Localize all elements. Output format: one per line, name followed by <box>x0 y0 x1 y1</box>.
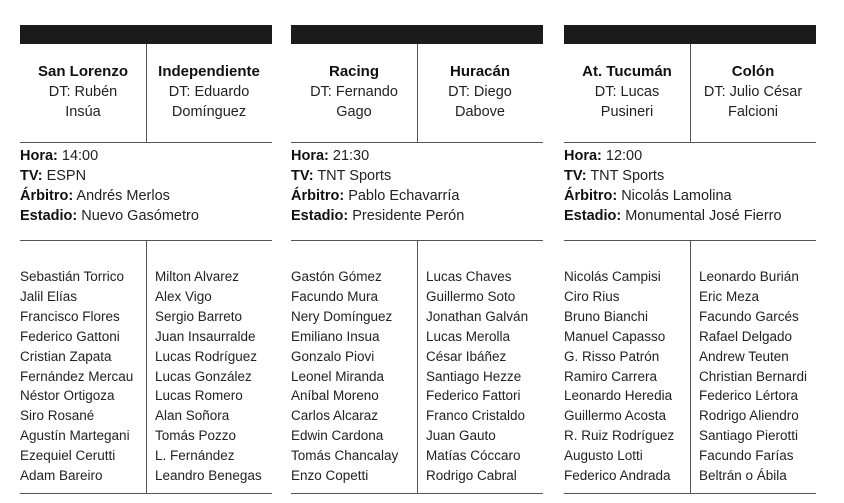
coach-line: Falcioni <box>728 104 778 120</box>
player-name: Milton Alvarez <box>155 269 240 284</box>
info-value: 14:00 <box>57 148 99 164</box>
player-name: Juan Gauto <box>426 428 496 444</box>
info-label: Árbitro: <box>291 188 345 204</box>
player-name: Néstor Ortigoza <box>20 388 115 404</box>
coach-line: DT: Rubén <box>48 84 118 100</box>
team-away <box>146 44 272 142</box>
teams-header <box>20 44 272 143</box>
player-name: Alan Soñora <box>155 408 230 424</box>
player-name: Tomás Chancalay <box>291 448 399 464</box>
info-row <box>564 146 816 166</box>
player-name: Federico Fattori <box>426 388 521 404</box>
player-name: Facundo Garcés <box>699 308 799 324</box>
info-value: Andrés Merlos <box>73 188 170 204</box>
column-divider <box>146 241 147 493</box>
match-card <box>20 25 272 494</box>
info-value: Nuevo Gasómetro <box>77 208 199 224</box>
player-name: Rafael Delgado <box>699 328 793 344</box>
info-row <box>20 146 272 166</box>
match-card <box>564 25 816 494</box>
info-value: 12:00 <box>601 148 643 164</box>
lineup-left <box>291 241 417 493</box>
lineups <box>20 241 272 494</box>
lineup-right <box>146 241 272 493</box>
coach-line: Dabove <box>455 104 505 120</box>
player-name: Nicolás Campisi <box>564 269 661 284</box>
player-name: Lucas Chaves <box>426 269 512 284</box>
player-name: Leonardo Heredia <box>564 388 673 404</box>
info-row <box>291 166 543 186</box>
player-name: Nery Domínguez <box>291 308 393 324</box>
info-label: Árbitro: <box>20 188 74 204</box>
player-name: Santiago Hezze <box>426 368 522 384</box>
coach-line: Domínguez <box>171 104 247 120</box>
info-row <box>20 166 272 186</box>
coach-line: DT: Eduardo <box>168 84 250 100</box>
team-home <box>20 44 146 142</box>
info-value: Nicolás Lamolina <box>617 188 732 204</box>
player-name: Facundo Mura <box>291 288 379 304</box>
coach-line: DT: Diego <box>448 84 512 100</box>
info-row <box>291 206 543 226</box>
column-divider <box>690 241 691 493</box>
player-name: Cristian Zapata <box>20 348 112 364</box>
header-bar <box>20 25 272 44</box>
player-name: Gonzalo Piovi <box>291 348 375 364</box>
team-name: Huracán <box>449 63 511 80</box>
player-name: Matías Cóccaro <box>426 448 521 464</box>
player-name: G. Risso Patrón <box>564 348 660 364</box>
team-name: Independiente <box>158 63 260 80</box>
player-name: Francisco Flores <box>20 308 120 324</box>
player-name: Lucas Rodríguez <box>155 348 258 364</box>
info-value: Pablo Echavarría <box>344 188 460 204</box>
info-label: Árbitro: <box>564 188 618 204</box>
lineup-right <box>690 241 816 493</box>
player-name: Lucas Merolla <box>426 328 511 344</box>
coach-line: DT: Fernando <box>310 84 398 100</box>
info-label: Estadio: <box>291 208 349 224</box>
info-row <box>20 186 272 206</box>
coach-line: Insúa <box>65 104 101 120</box>
player-name: Ciro Rius <box>564 288 620 304</box>
player-name: Sergio Barreto <box>155 308 243 324</box>
player-name: Ramiro Carrera <box>564 368 658 384</box>
info-value: Presidente Perón <box>348 208 465 224</box>
match-info <box>20 143 272 241</box>
coach-line: DT: Lucas <box>594 84 660 100</box>
info-row <box>564 206 816 226</box>
team-home <box>291 44 417 142</box>
info-row <box>291 146 543 166</box>
team-name: Racing <box>328 63 379 80</box>
column-divider <box>417 241 418 493</box>
player-name: Bruno Bianchi <box>564 308 649 324</box>
info-label: TV: <box>291 168 314 184</box>
player-name: Andrew Teuten <box>699 348 789 364</box>
match-card <box>291 25 543 494</box>
team-name: Colón <box>731 63 775 80</box>
lineup-left <box>20 241 146 493</box>
player-name: Adam Bareiro <box>20 468 103 484</box>
player-name: Santiago Pierotti <box>699 428 799 444</box>
column-divider <box>417 44 418 142</box>
player-name: Leonel Miranda <box>291 368 385 384</box>
column-divider <box>146 44 147 142</box>
info-value: 21:30 <box>328 148 370 164</box>
player-name: Federico Gattoni <box>20 328 120 344</box>
teams-header <box>291 44 543 143</box>
player-name: Franco Cristaldo <box>426 408 526 424</box>
info-label: Hora: <box>291 148 329 164</box>
player-name: Federico Lértora <box>699 388 799 404</box>
player-name: L. Fernández <box>155 448 235 464</box>
header-bar <box>291 25 543 44</box>
player-name: Lucas González <box>155 368 252 384</box>
player-name: Juan Insaurralde <box>155 328 256 344</box>
lineups <box>564 241 816 494</box>
player-name: Rodrigo Aliendro <box>699 408 799 424</box>
coach-line: Pusineri <box>600 104 654 120</box>
player-name: Siro Rosané <box>20 408 95 424</box>
player-name: Lucas Romero <box>155 388 243 404</box>
info-value: TNT Sports <box>586 168 665 184</box>
player-name: Manuel Capasso <box>564 328 666 344</box>
info-label: Estadio: <box>564 208 622 224</box>
player-name: Eric Meza <box>699 288 760 304</box>
info-label: Hora: <box>564 148 602 164</box>
player-name: R. Ruiz Rodríguez <box>564 428 675 444</box>
player-name: Emiliano Insua <box>291 328 380 344</box>
player-name: Agustín Martegani <box>20 428 130 444</box>
player-name: Guillermo Acosta <box>564 408 667 424</box>
info-row <box>20 206 272 226</box>
player-name: Edwin Cardona <box>291 428 384 444</box>
lineup-left <box>564 241 690 493</box>
info-label: TV: <box>564 168 587 184</box>
info-value: TNT Sports <box>313 168 392 184</box>
info-value: Monumental José Fierro <box>621 208 782 224</box>
match-info <box>291 143 543 241</box>
player-name: Sebastián Torrico <box>20 269 125 284</box>
info-row <box>291 186 543 206</box>
player-name: Ezequiel Cerutti <box>20 448 116 464</box>
player-name: Leandro Benegas <box>155 468 262 484</box>
player-name: Tomás Pozzo <box>155 428 237 444</box>
player-name: Leonardo Burián <box>699 269 799 284</box>
team-home <box>564 44 690 142</box>
player-name: César Ibáñez <box>426 348 507 364</box>
player-name: Alex Vigo <box>155 288 212 304</box>
player-name: Carlos Alcaraz <box>291 408 379 424</box>
player-name: Facundo Farías <box>699 448 794 464</box>
coach-line: Gago <box>336 104 372 120</box>
player-name: Fernández Mercau <box>20 368 134 384</box>
teams-header <box>564 44 816 143</box>
lineup-right <box>417 241 543 493</box>
column-divider <box>690 44 691 142</box>
player-name: Beltrán o Ábila <box>699 468 787 484</box>
player-name: Augusto Lotti <box>564 448 643 464</box>
player-name: Federico Andrada <box>564 468 671 484</box>
player-name: Guillermo Soto <box>426 288 516 304</box>
match-info <box>564 143 816 241</box>
player-name: Rodrigo Cabral <box>426 468 517 484</box>
info-value: ESPN <box>42 168 87 184</box>
player-name: Gastón Gómez <box>291 269 382 284</box>
info-row <box>564 166 816 186</box>
player-name: Enzo Copetti <box>291 468 369 484</box>
player-name: Jalil Elías <box>20 288 78 304</box>
team-away <box>690 44 816 142</box>
header-bar <box>564 25 816 44</box>
player-name: Christian Bernardi <box>699 368 808 384</box>
team-away <box>417 44 543 142</box>
player-name: Aníbal Moreno <box>291 388 379 404</box>
team-name: San Lorenzo <box>37 63 128 80</box>
coach-line: DT: Julio César <box>703 84 803 100</box>
player-name: Jonathan Galván <box>426 308 529 324</box>
info-label: Hora: <box>20 148 58 164</box>
lineups <box>291 241 543 494</box>
info-label: TV: <box>20 168 43 184</box>
team-name: At. Tucumán <box>582 63 672 80</box>
info-label: Estadio: <box>20 208 78 224</box>
info-row <box>564 186 816 206</box>
